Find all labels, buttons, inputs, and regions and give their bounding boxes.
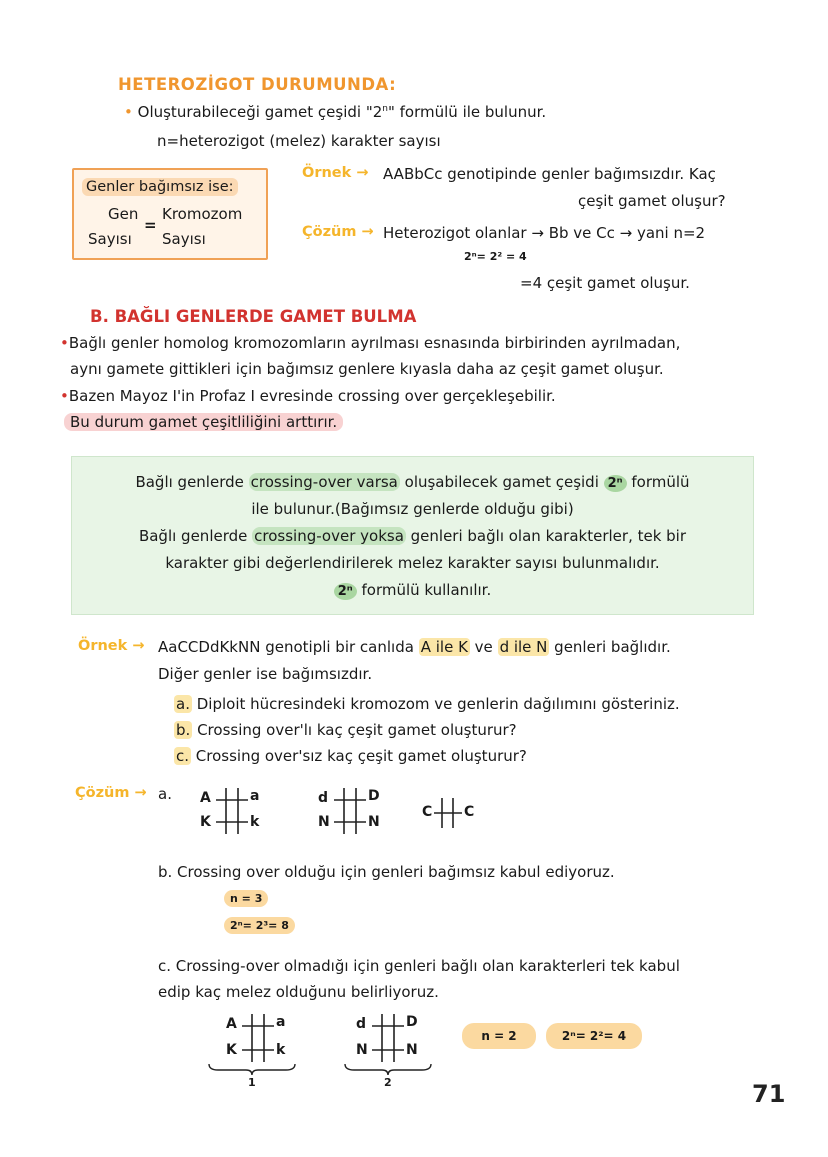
brace-1-label: 1 xyxy=(248,1076,256,1089)
example2-label: Örnek → xyxy=(78,638,145,654)
box-left-bottom: Sayısı xyxy=(88,230,132,248)
section-b-bullet1: •Bağlı genler homolog kromozomların ayrılması esnasında birbirinden ayrılmadan, xyxy=(60,334,681,352)
section-b-heading: B. BAĞLI GENLERDE GAMET BULMA xyxy=(90,307,417,326)
section-b-bullet1-cont: aynı gamete gittikleri için bağımsız genlere kıyasla daha az çeşit gamet oluşur. xyxy=(70,360,664,378)
chromosome-pair-2: d D N N xyxy=(318,788,380,830)
page-number: 71 xyxy=(752,1080,786,1108)
box-right-bottom: Sayısı xyxy=(162,230,206,248)
box-right-top: Kromozom xyxy=(162,205,243,223)
question-b: b. Crossing over'lı kaç çeşit gamet oluşturur? xyxy=(176,721,517,739)
green-line-3: Bağlı genlerde crossing-over yoksa genleri bağlı olan karakterler, tek bir xyxy=(138,527,687,545)
chromosome-pair-3: C C xyxy=(422,804,475,820)
green-line-4: karakter gibi değerlendirilerek melez karakter sayısı bulunmalıdır. xyxy=(165,554,660,572)
solution1-line1: Heterozigot olanlar → Bb ve Cc → yani n=2 xyxy=(383,224,706,242)
solution1-line2: 2ⁿ= 2² = 4 xyxy=(464,250,527,263)
brace-2-icon xyxy=(342,1062,434,1076)
example1-label: Örnek → xyxy=(302,165,369,181)
green-line-5: 2ⁿ formülü kullanılır. xyxy=(72,581,753,600)
question-c: c. Crossing over'sız kaç çeşit gamet oluşturur? xyxy=(176,747,527,765)
c-pill-formula: 2ⁿ= 2²= 4 xyxy=(546,1023,642,1049)
chromosome-pair-1: A a K k xyxy=(200,788,260,830)
example2-line2: Diğer genler ise bağımsızdır. xyxy=(158,665,373,683)
bullet-dot-icon: • xyxy=(124,103,133,121)
formula-circle: 2ⁿ xyxy=(604,475,627,492)
heterozigot-bullet: • Oluşturabileceği gamet çeşidi "2$^n$" formülü ile bulunur. xyxy=(124,103,547,121)
example1-line1: AABbCc genotipinde genler bağımsızdır. Kaç xyxy=(383,165,716,183)
c-pill-n: n = 2 xyxy=(462,1023,536,1049)
bullet-dot-icon: • xyxy=(60,387,69,405)
section-b-bullet2-cont: Bu durum gamet çeşitliliğini arttırır. xyxy=(64,413,343,431)
box-left-top: Gen xyxy=(108,205,139,223)
bullet-dot-icon: • xyxy=(60,334,69,352)
example2-line1: AaCCDdKkNN genotipli bir canlıda A ile K ve d ile N genleri bağlıdır. xyxy=(158,638,671,656)
formula-circle: 2ⁿ xyxy=(334,583,357,600)
independent-genes-box xyxy=(72,168,268,260)
heterozigot-definition: n=heterozigot (melez) karakter sayısı xyxy=(157,132,441,150)
c-chromosome-pair-2: d D N N xyxy=(356,1014,418,1058)
b-pill-formula: 2ⁿ= 2³= 8 xyxy=(224,917,295,934)
green-line-2: ile bulunur.(Bağımsız genlerde olduğu gibi) xyxy=(251,500,574,518)
c-chromosome-pair-1: A a K k xyxy=(226,1014,286,1058)
heterozigot-heading: HETEROZİGOT DURUMUNDA: xyxy=(118,75,397,94)
example1-line2: çeşit gamet oluşur? xyxy=(578,192,726,210)
box-title: Genler bağımsız ise: xyxy=(82,178,238,196)
b-pill-n: n = 3 xyxy=(224,890,268,907)
solution2-c-line1: c. Crossing-over olmadığı için genleri bağlı olan karakterleri tek kabul xyxy=(158,957,680,975)
solution1-line3: =4 çeşit gamet oluşur. xyxy=(520,274,690,292)
solution2-a-label: a. xyxy=(158,785,172,803)
solution2-c-line2: edip kaç melez olduğunu belirliyoruz. xyxy=(158,983,439,1001)
linked-genes-info-box xyxy=(71,456,754,615)
brace-1-icon xyxy=(206,1062,298,1076)
box-equals: = xyxy=(144,216,157,234)
solution2-b-text: b. Crossing over olduğu için genleri bağımsız kabul ediyoruz. xyxy=(158,863,615,881)
green-line-1: Bağlı genlerde crossing-over varsa oluşabilecek gamet çeşidi 2ⁿ formülü xyxy=(135,473,690,491)
brace-2-label: 2 xyxy=(384,1076,392,1089)
solution1-label: Çözüm → xyxy=(302,224,374,240)
solution2-label: Çözüm → xyxy=(75,785,147,801)
section-b-bullet2: •Bazen Mayoz I'in Profaz I evresinde crossing over gerçekleşebilir. xyxy=(60,387,556,405)
question-a: a. Diploit hücresindeki kromozom ve genlerin dağılımını gösteriniz. xyxy=(176,695,680,713)
